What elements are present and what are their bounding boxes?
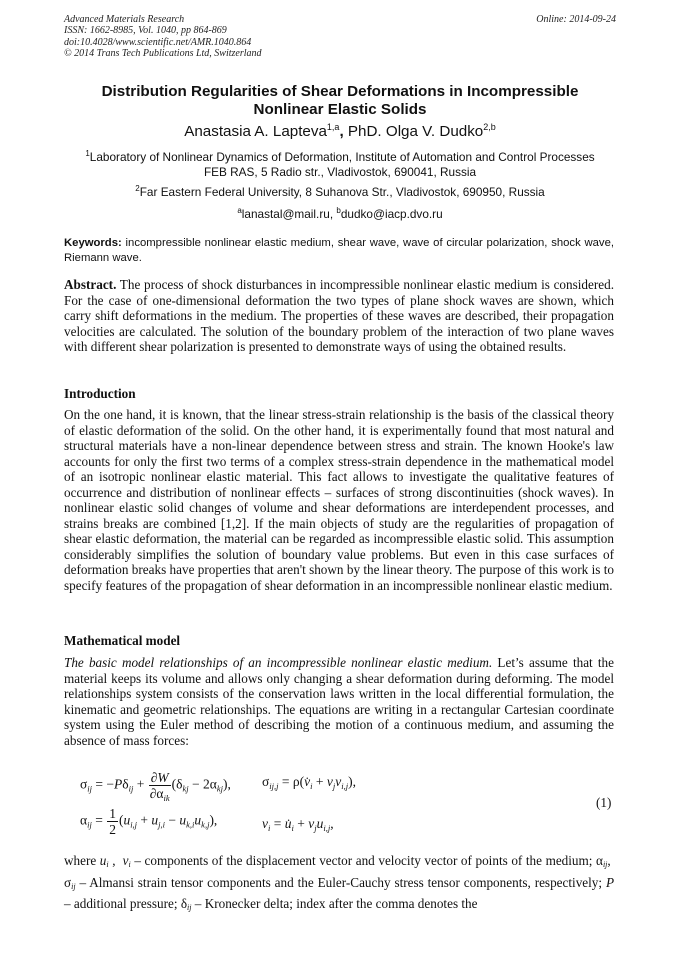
journal-issn: ISSN: 1662-8985, Vol. 1040, pp 864-869 bbox=[64, 25, 227, 37]
affiliation-1 bbox=[64, 150, 616, 180]
equation-momentum: $\sigma_{ij,j}$ = $\rho(v̇_i + v_jv_{i,j})$, bbox=[262, 774, 356, 791]
where-word: where bbox=[64, 853, 97, 868]
author-list bbox=[64, 123, 616, 141]
definition-5: – Kronecker delta; index after the comma denotes the bbox=[191, 896, 478, 911]
math-model-text bbox=[64, 655, 614, 748]
equation-stress: $\sigma_{ij} = -P\delta_{ij}$ + $\frac{\partial W}{\partial\alpha_{ik}}$ $(\delta_{kj} - 2\alpha_{kj})$, bbox=[80, 770, 231, 803]
journal-name: Advanced Materials Research bbox=[64, 14, 185, 25]
affiliation-1-line-2: FEB RAS, 5 Radio str., Vladivostok, 690041, Russia bbox=[203, 165, 477, 179]
journal-copyright: © 2014 Trans Tech Publications Ltd, Switzerland bbox=[64, 47, 262, 59]
equation-number: (1) bbox=[596, 795, 612, 810]
author-1-sup: 1,a bbox=[326, 121, 340, 132]
math-model-body: Let’s assume that the material keeps its volume and allows only changing a shear deformation during deforming. The model relationships system consists of the conservation laws written in the local differential formulation, the kinematic and geometric relationships. The equations are writing in a rectangular Cartesian coordinate system using the Euler method of describing the motion of a continuous medium, and assuming the absence of mass forces: bbox=[64, 655, 614, 748]
email-b-sup: b bbox=[336, 206, 341, 216]
affiliation-1-sup: 1 bbox=[85, 149, 90, 159]
math-model-italic-lead: The basic model relationships of an incompressible nonlinear elastic medium. bbox=[64, 655, 493, 670]
definition-4: – additional pressure; bbox=[64, 896, 181, 911]
online-date: Online: 2014-09-24 bbox=[536, 14, 616, 25]
equation-velocity: $v_i$ = $u̇_i + v_ju_{i,j}$, bbox=[262, 816, 334, 833]
keywords bbox=[64, 236, 614, 265]
affiliation-1-line-1: Laboratory of Nonlinear Dynamics of Deformation, Institute of Automation and Control Processes bbox=[89, 150, 595, 164]
email-a-sup: a bbox=[237, 206, 242, 216]
math-model-heading: Mathematical model bbox=[64, 633, 181, 648]
author-2: PhD. Olga V. Dudko bbox=[347, 123, 484, 140]
paper-title bbox=[64, 83, 616, 119]
abstract bbox=[64, 277, 614, 355]
author-separator: , bbox=[339, 123, 348, 140]
author-1: Anastasia A. Lapteva bbox=[184, 123, 327, 140]
title-line-1: Distribution Regularities of Shear Deformations in Incompressible bbox=[101, 83, 579, 100]
abstract-text: The process of shock disturbances in incompressible nonlinear elastic medium is considered. For the case of one-dimensional deformation the two types of plane shock waves are shown, which carry shift deformations in the medium. The properties of these waves are described, their propagation velocities are calculated. The solution of the boundary problem of the interaction of two plane waves with different shear polarization is presented to demonstrate ways of using the obtained results. bbox=[64, 277, 614, 354]
affiliation-2 bbox=[64, 185, 616, 200]
email-b[interactable]: dudko@iacp.dvo.ru bbox=[340, 207, 443, 221]
introduction-text: On the one hand, it is known, that the linear stress-strain relationship is the basis of the classical theory of elastic deformation of the solid. On the other hand, it is experimentally found that most natural and structural materials have a non-linear dependence between stress and strain. The known Hooke's law accounts for only the first two terms of a complex stress-strain dependence in the mathematical model of an isotropic nonlinear elastic material. This fact allows to investigate the qualitative features of occurrence and distribution of nonlinear effects – surfaces of strong discontinuities (shock waves). In nonlinear elastic solid changes of volume and shear deformations are interdependent processes, and strains breaks are combined [1,2]. If the main objects of study are the regularities of propagation of shear elastic deformation, the material can be regarded as incompressible elastic solid. This assumption considerably simplifies the solution of boundary value problems. But even in this case surfaces of deformation breaks have properties that aren't shown by the linear theory. The purpose of this work is to specify features of the propagation of shear deformation in an incompressible nonlinear elastic medium. bbox=[64, 407, 614, 593]
affiliation-2-text: Far Eastern Federal University, 8 Suhanova Str., Vladivostok, 690950, Russia bbox=[139, 185, 545, 199]
keywords-label: Keywords: bbox=[64, 237, 122, 249]
introduction-heading: Introduction bbox=[64, 386, 136, 401]
email-a[interactable]: lanastal@mail.ru, bbox=[241, 207, 337, 221]
definition-1: – components of the displacement vector and velocity vector of points of the medium; bbox=[130, 853, 593, 868]
affiliation-2-sup: 2 bbox=[135, 184, 140, 194]
variable-definitions: where $u_i$ , $v_i$ – components of the displacement vector and velocity vector of points of the medium; $\alpha_{ij}$, $\sigma_{ij}$ – Almansi strain tensor components and the Euler-Cauchy stress tensor components, respectively; P – additional pressure; $\delta_{ij}$ – Kronecker delta; index after the comma denotes the bbox=[64, 853, 615, 912]
author-2-sup: 2,b bbox=[483, 121, 496, 132]
abstract-label: Abstract. bbox=[64, 277, 117, 292]
equation-almansi: $\alpha_{ij}$ = $\frac{1}{2}$ $(u_{i,j} + u_{j,i} - u_{k,i}u_{k,j})$, bbox=[80, 806, 218, 837]
keywords-text: incompressible nonlinear elastic medium, shear wave, wave of circular polarization, shock wave, Riemann wave. bbox=[64, 237, 614, 264]
title-line-2: Nonlinear Elastic Solids bbox=[253, 101, 427, 118]
journal-doi: doi:10.4028/www.scientific.net/AMR.1040.864 bbox=[64, 36, 252, 48]
author-emails bbox=[64, 207, 616, 222]
definition-3: respectively; bbox=[534, 874, 606, 890]
journal-header bbox=[64, 14, 616, 59]
definition-2: – Almansi strain tensor components and the Euler-Cauchy stress tensor components, bbox=[75, 874, 531, 890]
